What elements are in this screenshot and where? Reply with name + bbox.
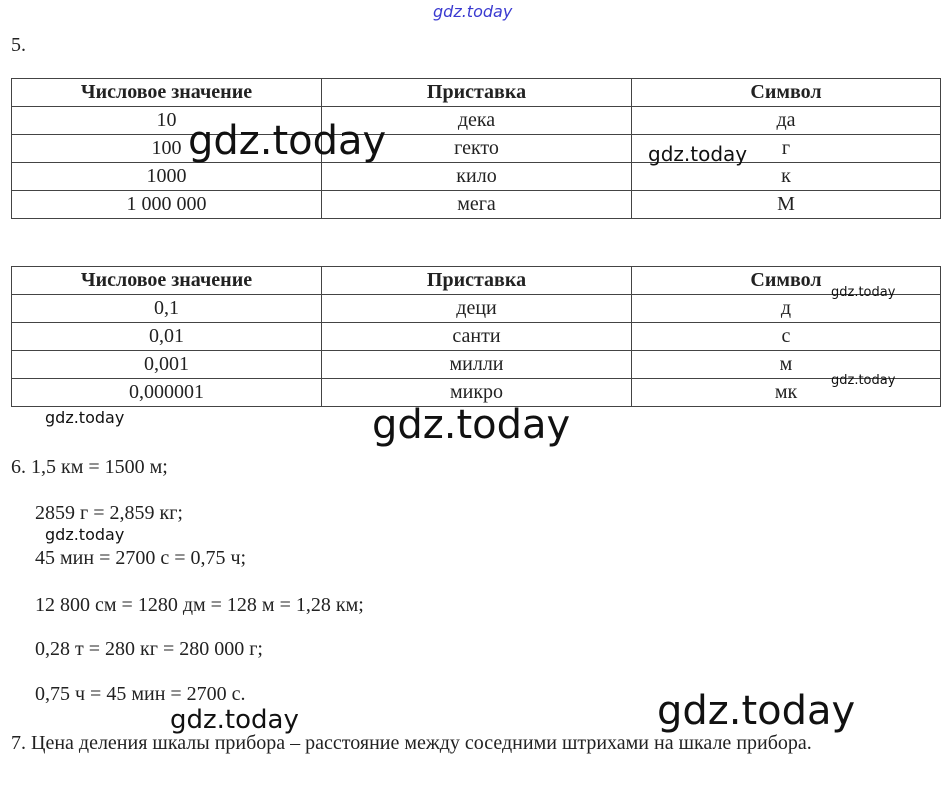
cell-symbol: М — [632, 191, 941, 219]
cell-symbol: д — [632, 295, 941, 323]
task-7-text: 7. Цена деления шкалы прибора – расстояние между соседними штрихами на шкале прибора. — [11, 732, 812, 754]
task-6-line-6: 0,75 ч = 45 мин = 2700 с. — [35, 683, 246, 705]
prefix-table-large — [11, 78, 941, 219]
watermark-conversions: gdz.today — [45, 525, 125, 544]
table-header-row — [12, 79, 941, 107]
header-numeric-value: Числовое значение — [12, 267, 322, 295]
task-6-line-4: 12 800 см = 1280 дм = 128 м = 1,28 км; — [35, 594, 364, 616]
cell-prefix: мега — [322, 191, 632, 219]
cell-prefix: санти — [322, 323, 632, 351]
prefix-table-small — [11, 266, 941, 407]
cell-symbol: с — [632, 323, 941, 351]
table-row — [12, 295, 941, 323]
header-symbol: Символ — [632, 267, 941, 295]
cell-prefix: деци — [322, 295, 632, 323]
table-row — [12, 135, 941, 163]
table-row — [12, 351, 941, 379]
cell-value: 1000 — [12, 163, 322, 191]
cell-value: 0,1 — [12, 295, 322, 323]
cell-symbol: м — [632, 351, 941, 379]
cell-value: 0,001 — [12, 351, 322, 379]
watermark-table1-mid: gdz.today — [648, 142, 748, 166]
table-row — [12, 107, 941, 135]
task-6-line-5: 0,28 т = 280 кг = 280 000 г; — [35, 638, 263, 660]
table-header-row — [12, 267, 941, 295]
cell-prefix: милли — [322, 351, 632, 379]
task-6-line-2: 2859 г = 2,859 кг; — [35, 502, 183, 524]
cell-symbol: к — [632, 163, 941, 191]
cell-value: 0,01 — [12, 323, 322, 351]
task-6-line-3: 45 мин = 2700 с = 0,75 ч; — [35, 547, 247, 569]
cell-symbol: г — [632, 135, 941, 163]
cell-value: 1 000 000 — [12, 191, 322, 219]
watermark-bottom-left: gdz.today — [170, 705, 299, 735]
header-prefix: Приставка — [322, 79, 632, 107]
cell-prefix: дека — [322, 107, 632, 135]
watermark-table2-small-b: gdz.today — [831, 373, 896, 388]
cell-value: 100 — [12, 135, 322, 163]
task-6-line-1: 6. 1,5 км = 1500 м; — [11, 456, 168, 478]
task-5-number: 5. — [11, 34, 26, 56]
header-symbol: Символ — [632, 79, 941, 107]
header-prefix: Приставка — [322, 267, 632, 295]
cell-symbol: мк — [632, 379, 941, 407]
cell-symbol: да — [632, 107, 941, 135]
cell-value: 0,000001 — [12, 379, 322, 407]
cell-value: 10 — [12, 107, 322, 135]
table-row — [12, 163, 941, 191]
cell-prefix: кило — [322, 163, 632, 191]
table-row — [12, 191, 941, 219]
watermark-table2-large: gdz.today — [372, 402, 571, 448]
watermark-table2-left: gdz.today — [45, 408, 125, 427]
cell-prefix: гекто — [322, 135, 632, 163]
header-numeric-value: Числовое значение — [12, 79, 322, 107]
watermark-top: gdz.today — [433, 2, 513, 21]
cell-prefix: микро — [322, 379, 632, 407]
watermark-table2-small-a: gdz.today — [831, 285, 896, 300]
watermark-bottom-right: gdz.today — [657, 688, 856, 734]
table-row — [12, 323, 941, 351]
watermark-table1-large: gdz.today — [188, 118, 387, 164]
